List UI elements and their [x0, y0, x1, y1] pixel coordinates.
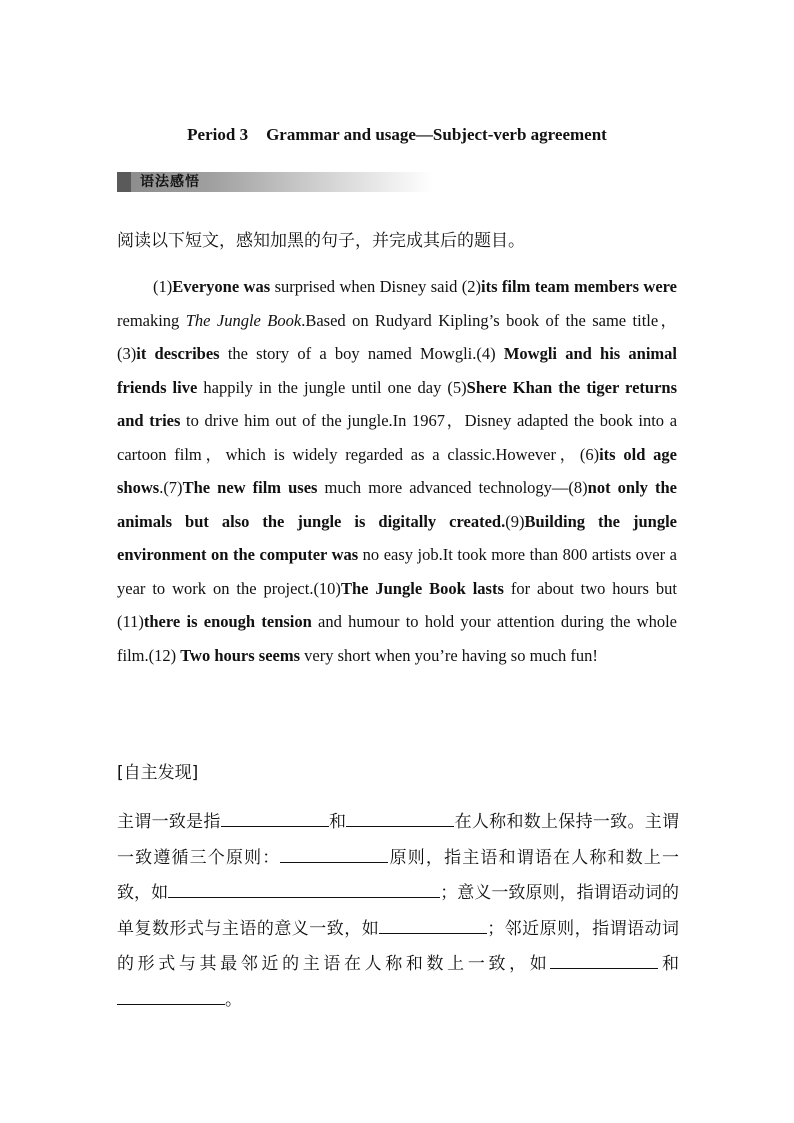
- fill-text: ；意义一致原则，指谓语动词的单复数形式与主语的意义一致，如: [117, 883, 679, 939]
- fill-in-exercise: [117, 805, 679, 1018]
- fill-text: 主谓一致是指: [117, 812, 221, 832]
- passage-text: the story of a boy named Mowgli.(4): [219, 344, 504, 363]
- bold-phrase: Everyone was: [172, 277, 271, 296]
- fill-text: 在人称和数上保持一致。主谓一致遵循三个原则：: [117, 812, 680, 868]
- passage-text: very short when you’re having so much fun!: [300, 645, 598, 665]
- passage-text: happily in the jungle until one day (5): [197, 377, 467, 397]
- bold-phrase: The Jungle Book lasts: [340, 578, 504, 598]
- banner-marker: [117, 172, 131, 192]
- passage-text: to drive him out of the jungle.In 1967，Disney adapted the book into a cartoon film，which is widely regarded as a classic.However，(6): [117, 411, 678, 464]
- discover-heading: [自主发现]: [117, 763, 199, 783]
- fill-text: 原则，指主语和谓语在人称和数上一致，如: [117, 847, 680, 903]
- italic-title: The Jungle Book: [185, 310, 302, 330]
- passage-text: remaking: [117, 310, 186, 330]
- answer-blank[interactable]: [280, 844, 388, 863]
- period-label: Period 3: [187, 125, 249, 144]
- passage-text: (1): [153, 277, 173, 296]
- bold-phrase: Shere Khan the tiger returns and tries: [117, 377, 677, 430]
- bold-phrase: not only the animals but also the jungle is digitally created.: [117, 478, 677, 531]
- passage-text: .(7): [159, 478, 183, 497]
- topic-label: Grammar and usage—Subject-verb agreement: [266, 125, 607, 144]
- page-title: [0, 125, 794, 145]
- section-banner: [117, 172, 433, 192]
- passage-text: no easy job.It took more than 800 artists over a year to work on the project.(10): [117, 545, 677, 598]
- section-label: 语法感悟: [140, 174, 200, 190]
- fill-text: 和: [658, 954, 680, 974]
- fill-text: 和: [328, 812, 347, 832]
- fill-text: ；邻近原则，指谓语动词的形式与其最邻近的主语在人称和数上一致，如: [117, 918, 680, 974]
- bold-phrase: its film team members were: [481, 277, 677, 296]
- answer-blank[interactable]: [550, 950, 658, 969]
- bold-phrase: its old age shows: [117, 444, 677, 497]
- answer-blank[interactable]: [221, 808, 329, 827]
- passage-text: and humour to hold your attention during the whole film.(12): [117, 612, 677, 665]
- passage-text: .Based on Rudyard Kipling’s book of the same title，(3): [117, 310, 677, 363]
- passage-text: much more advanced technology—(8): [317, 478, 588, 497]
- bold-phrase: it describes: [136, 344, 220, 363]
- passage-text: (9): [505, 511, 525, 531]
- bold-phrase: Building the jungle environment on the computer was: [117, 511, 677, 564]
- answer-blank[interactable]: [379, 915, 487, 934]
- answer-blank[interactable]: [346, 808, 454, 827]
- passage-text: surprised when Disney said (2): [270, 277, 481, 296]
- answer-blank[interactable]: [168, 879, 440, 898]
- bold-phrase: Mowgli and his animal friends live: [117, 344, 677, 397]
- bold-phrase: Two hours seems: [180, 645, 301, 665]
- passage-text: for about two hours but (11): [117, 578, 677, 631]
- answer-blank[interactable]: [117, 986, 225, 1005]
- instruction-text: 阅读以下短文，感知加黑的句子，并完成其后的题目。: [117, 231, 525, 251]
- bold-phrase: there is enough tension: [143, 612, 312, 631]
- fill-text: 。: [225, 989, 242, 1010]
- bold-phrase: The new film uses: [182, 478, 318, 497]
- reading-passage: [117, 270, 677, 672]
